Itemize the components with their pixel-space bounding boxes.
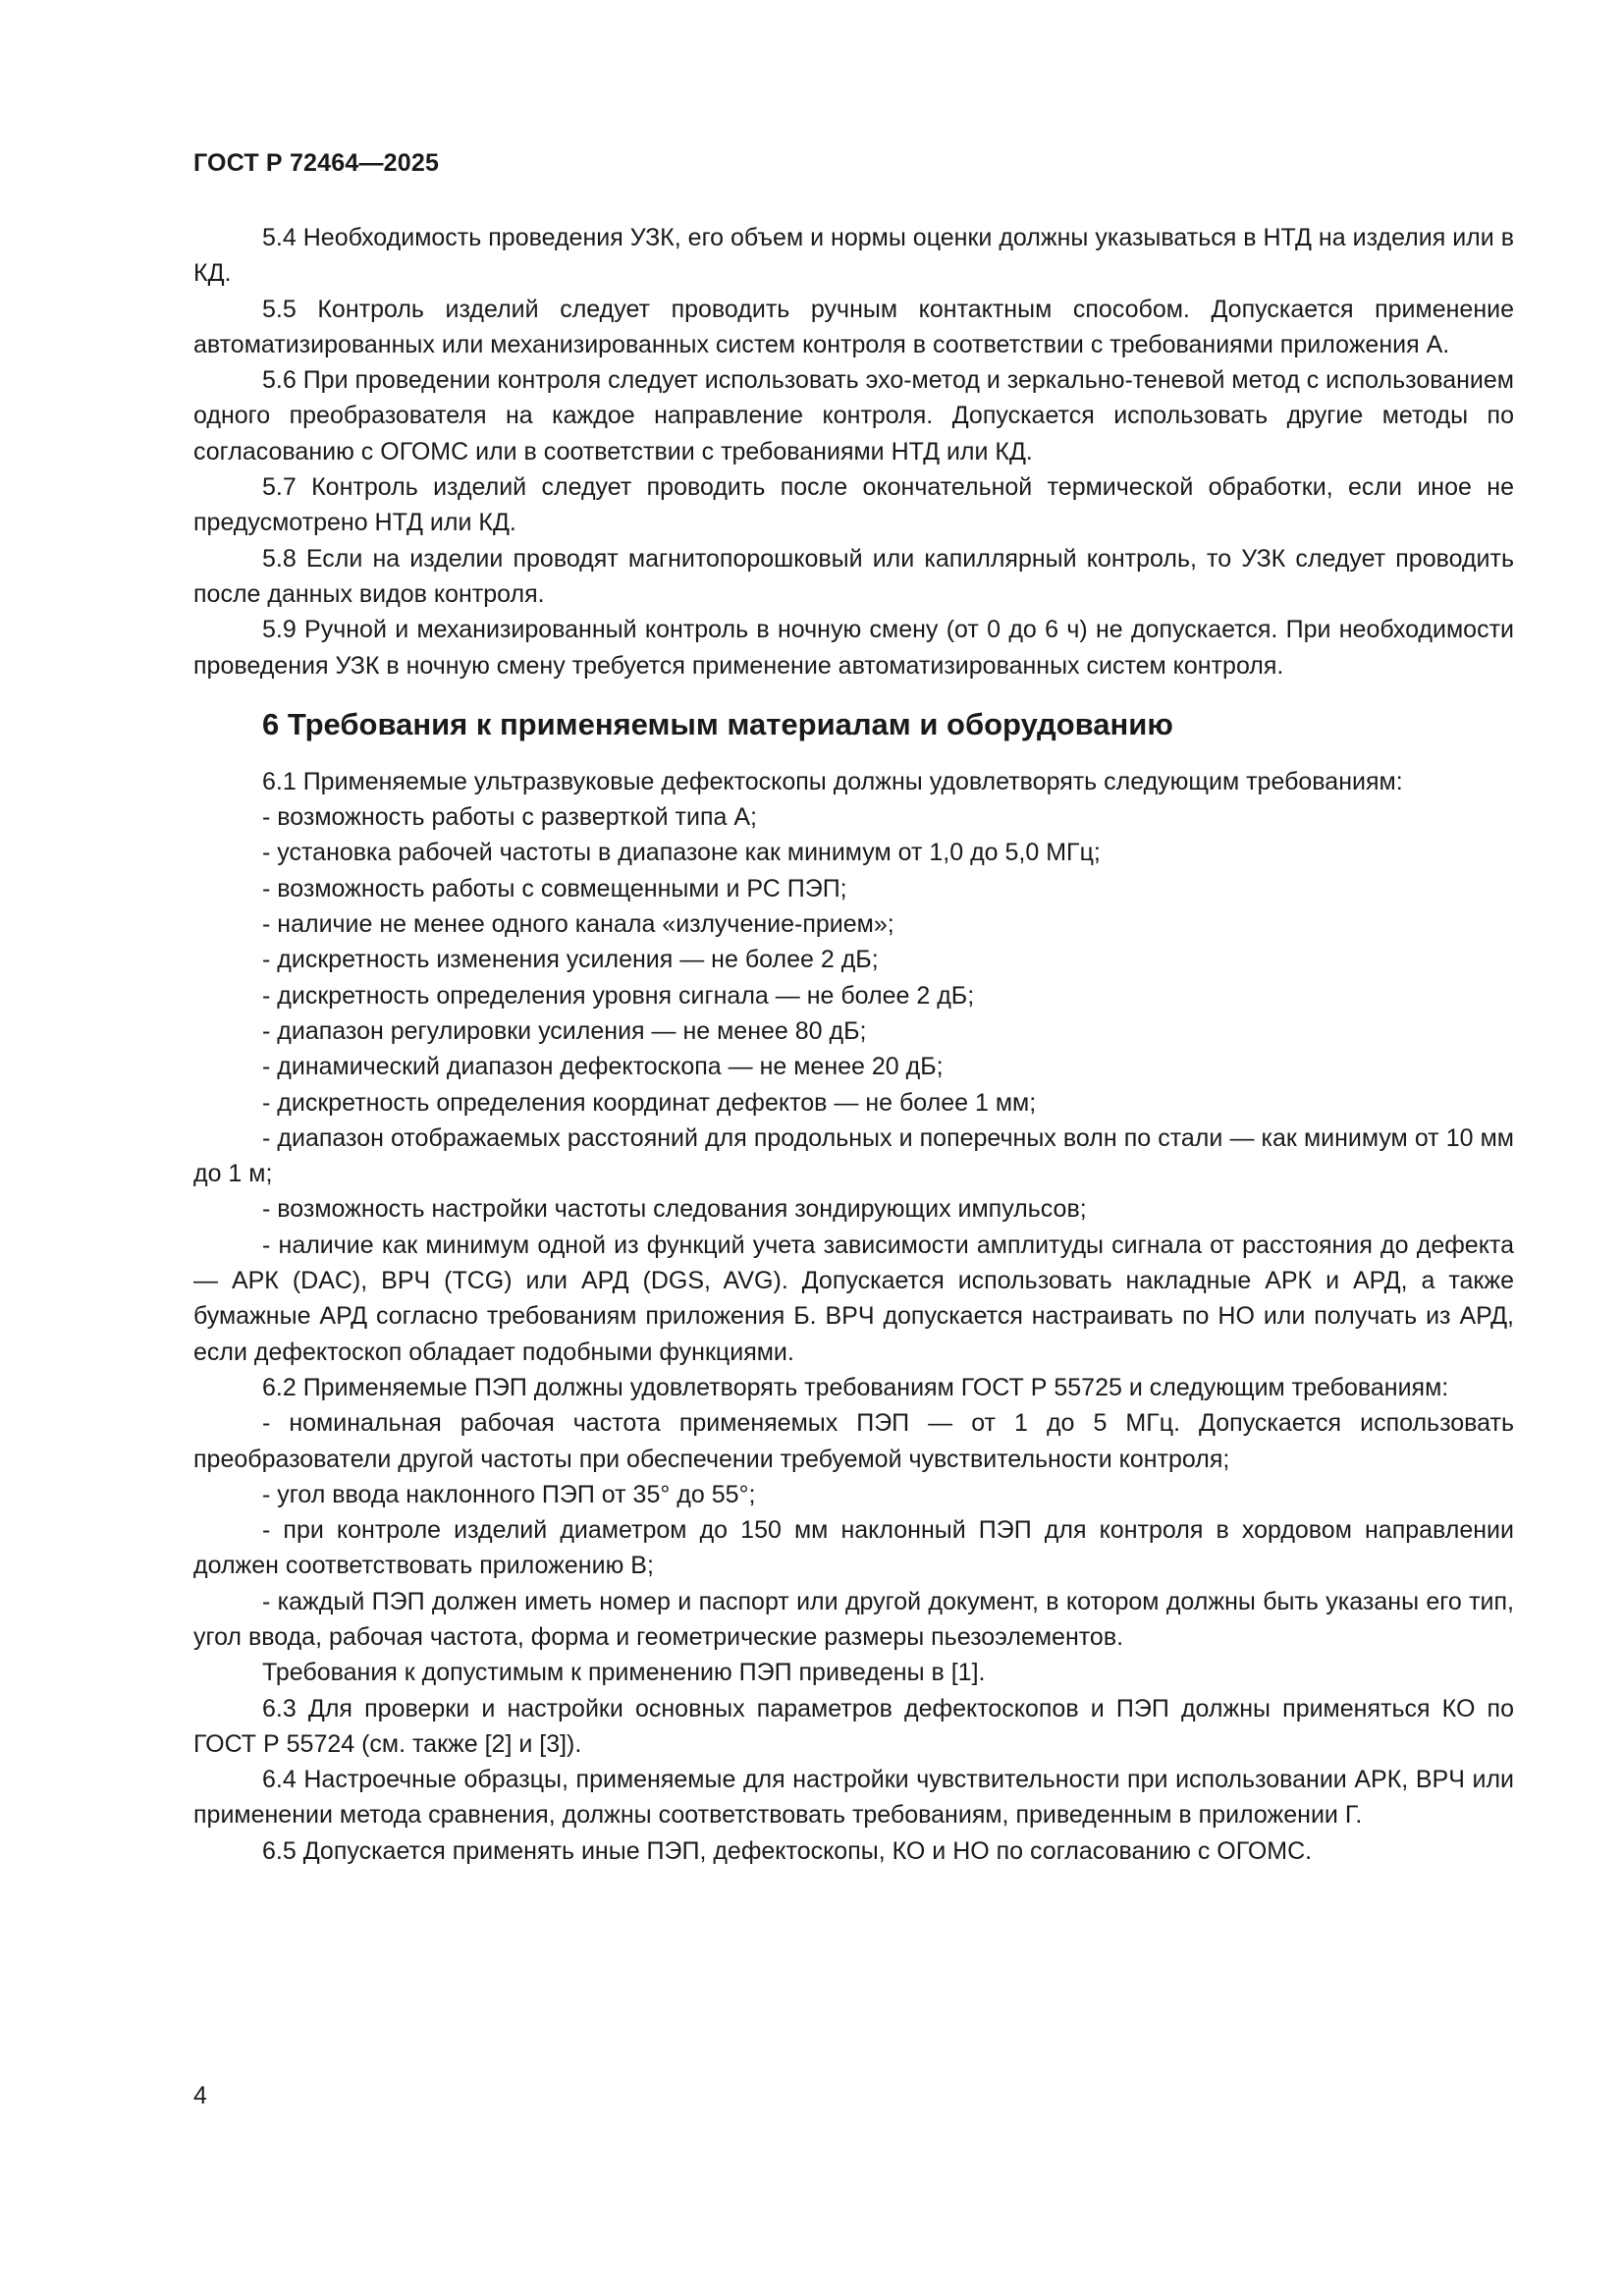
document-id-header: ГОСТ Р 72464—2025 [193,149,440,177]
paragraph-6-2: 6.2 Применяемые ПЭП должны удовлетворять требованиям ГОСТ Р 55725 и следующим требованиям: [262,1373,1449,1401]
paragraph-6-3: 6.3 Для проверки и настройки основных параметров дефектоскопов и ПЭП должны применяться КО по ГОСТ Р 55724 (см. также [2] и [3]). [193,1694,1514,1758]
paragraph-5-6: 5.6 При проведении контроля следует использовать эхо-метод и зеркально-теневой метод с использованием одного преобразователя на каждое направление контроля. Допускается использовать другие методы по согласованию с ОГОМС или в соответствии с требованиями НТД или КД. [193,366,1514,465]
paragraph-5-4: 5.4 Необходимость проведения УЗК, его объем и нормы оценки должны указываться в НТД на изделия или в КД. [193,224,1514,288]
paragraph-5-9: 5.9 Ручной и механизированный контроль в ночную смену (от 0 до 6 ч) не допускается. При необходимости проведения УЗК в ночную смену требуется применение автоматизированных систем контроля. [193,616,1514,680]
list-item-6-1-f: - дискретность определения уровня сигнала — не более 2 дБ; [262,981,975,1010]
list-item-6-1-c: - возможность работы с совмещенными и РС ПЭП; [262,874,847,902]
paragraph-6-1: 6.1 Применяемые ультразвуковые дефектоскопы должны удовлетворять следующим требованиям: [262,767,1403,795]
document-body [193,220,1514,1869]
list-item-6-1-g: - диапазон регулировки усиления — не менее 80 дБ; [262,1016,867,1045]
list-item-6-1-j: - диапазон отображаемых расстояний для продольных и поперечных волн по стали — как минимум от 10 мм до 1 м; [193,1123,1514,1188]
section-6-title: 6 Требования к применяемым материалам и оборудованию [262,706,1173,741]
list-item-6-2-b: - угол ввода наклонного ПЭП от 35° до 55°; [262,1480,756,1508]
paragraph-5-7: 5.7 Контроль изделий следует проводить после окончательной термической обработки, если иное не предусмотрено НТД или КД. [193,473,1514,537]
list-item-6-1-h: - динамический диапазон дефектоскопа — не менее 20 дБ; [262,1053,944,1081]
list-item-6-1-i: - дискретность определения координат дефектов — не более 1 мм; [262,1088,1037,1117]
paragraph-6-4: 6.4 Настроечные образцы, применяемые для настройки чувствительности при использовании АРК, ВРЧ или применении метода сравнения, должны соответствовать требованиям, приведенным в приложении Г. [193,1766,1514,1830]
page-number: 4 [193,2082,207,2109]
list-item-6-2-d: - каждый ПЭП должен иметь номер и паспорт или другой документ, в котором должны быть указаны его тип, угол ввода, рабочая частота, форма и геометрические размеры пьезоэлементов. [193,1587,1514,1651]
paragraph-requirements-ref: Требования к допустимым к применению ПЭП приведены в [1]. [262,1659,986,1687]
paragraph-5-8: 5.8 Если на изделии проводят магнитопорошковый или капиллярный контроль, то УЗК следует проводить после данных видов контроля. [193,544,1514,608]
list-item-6-1-a: - возможность работы с разверткой типа А; [262,803,757,832]
paragraph-5-5: 5.5 Контроль изделий следует проводить ручным контактным способом. Допускается применение автоматизированных или механизированных систем контроля в соответствии с требованиями приложения А. [193,295,1514,358]
list-item-6-1-k: - возможность настройки частоты следования зондирующих импульсов; [262,1195,1087,1224]
list-item-6-1-d: - наличие не менее одного канала «излучение-прием»; [262,910,894,939]
list-item-6-1-b: - установка рабочей частоты в диапазоне как минимум от 1,0 до 5,0 МГц; [262,839,1101,867]
list-item-6-1-e: - дискретность изменения усиления — не более 2 дБ; [262,946,879,974]
list-item-6-2-c: - при контроле изделий диаметром до 150 мм наклонный ПЭП для контроля в хордовом направлении должен соответствовать приложению В; [193,1516,1514,1580]
list-item-6-1-l: - наличие как минимум одной из функций учета зависимости амплитуды сигнала от расстояния до дефекта — АРК (DAC), ВРЧ (TCG) или АРД (DGS, AVG). Допускается использовать накладные АРК и АРД, а также бумажные АРД согласно требованиям приложения Б. ВРЧ допускается настраивать по НО или получать из АРД, если дефектоскоп обладает подобными функциями. [193,1230,1514,1366]
paragraph-6-5: 6.5 Допускается применять иные ПЭП, дефектоскопы, КО и НО по согласованию с ОГОМС. [262,1836,1313,1865]
list-item-6-2-a: - номинальная рабочая частота применяемых ПЭП — от 1 до 5 МГц. Допускается использовать преобразователи другой частоты при обеспечении требуемой чувствительности контроля; [193,1409,1514,1473]
